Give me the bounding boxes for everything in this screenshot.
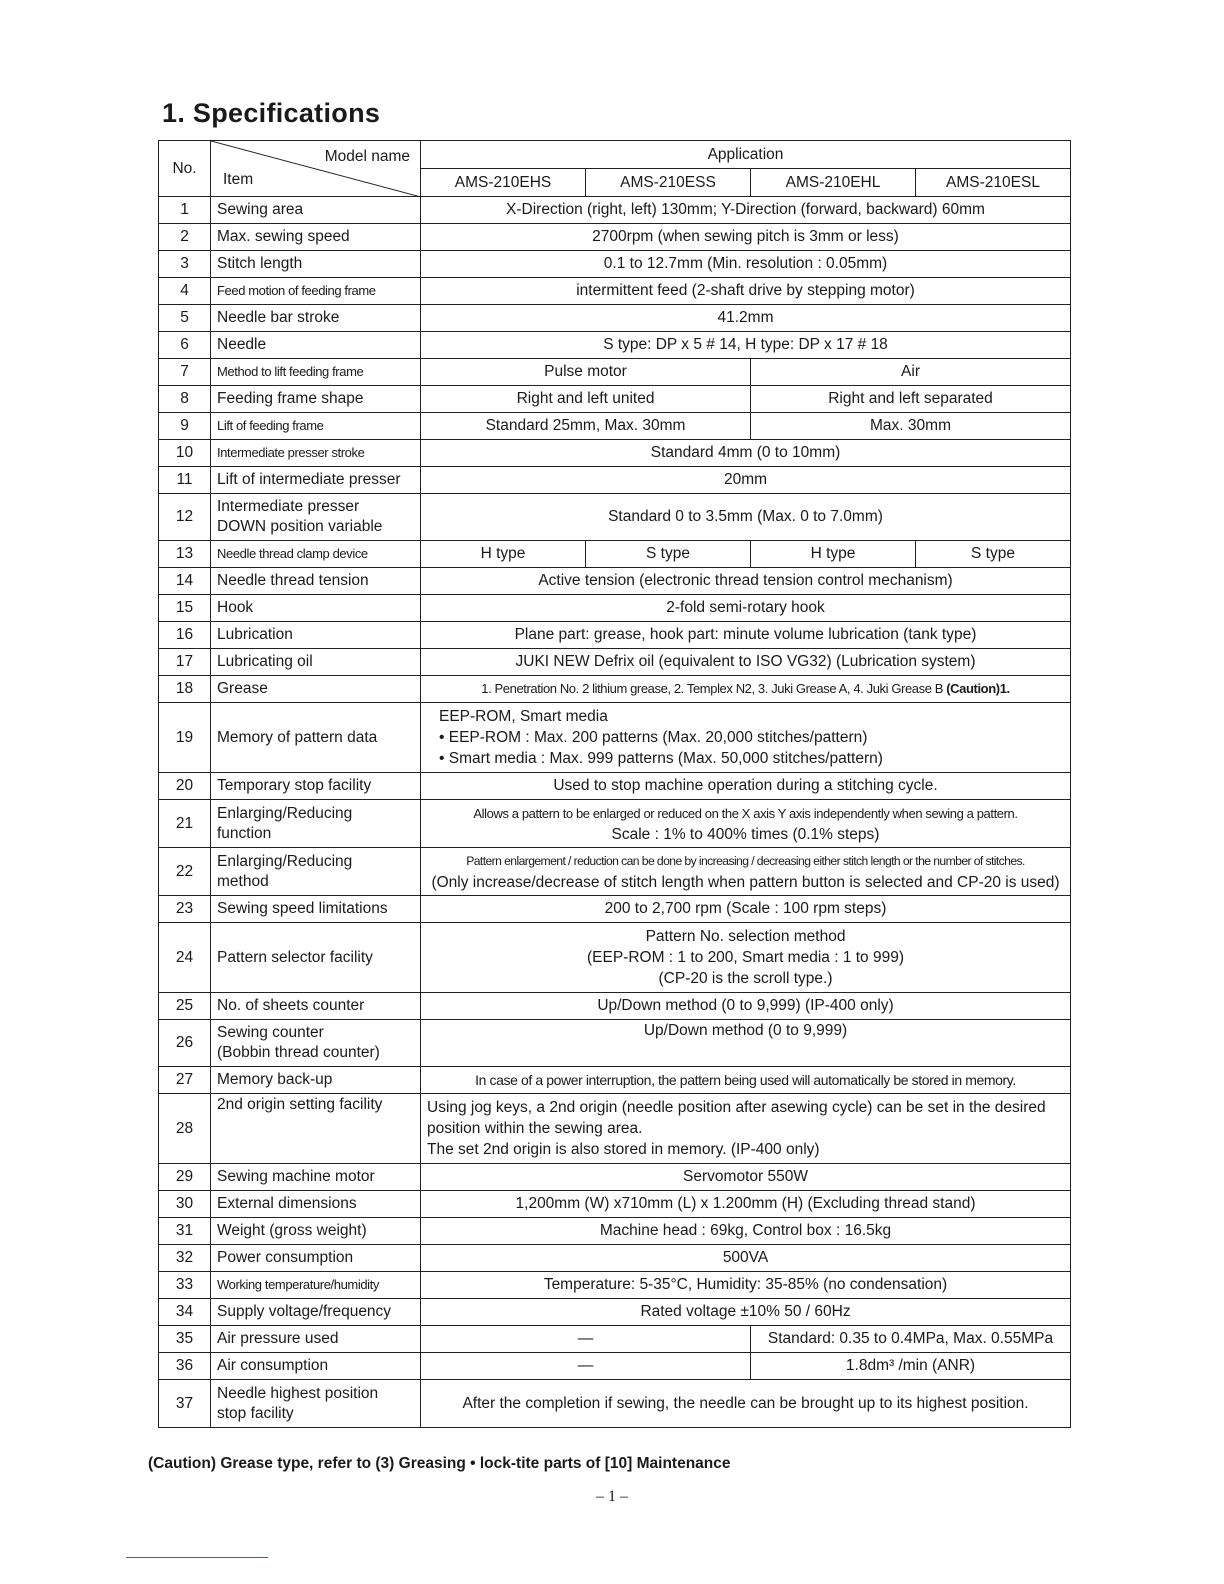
row-value	[421, 703, 1071, 773]
row-item: Temporary stop facility	[211, 773, 421, 800]
row-item: Lubrication	[211, 622, 421, 649]
table-row	[159, 494, 1071, 541]
model-ams-210esl: AMS-210ESL	[916, 169, 1071, 197]
table-row	[159, 848, 1071, 896]
table-row	[159, 1067, 1071, 1094]
row-no: 25	[159, 993, 211, 1020]
row-value-c2: S type	[586, 541, 751, 568]
row-value	[421, 800, 1071, 848]
row-value: JUKI NEW Defrix oil (equivalent to ISO VG32) (Lubrication system)	[421, 649, 1071, 676]
row-value: Active tension (electronic thread tension control mechanism)	[421, 568, 1071, 595]
row-item: Weight (gross weight)	[211, 1218, 421, 1245]
model-ams-210ehl: AMS-210EHL	[751, 169, 916, 197]
row-value: X-Direction (right, left) 130mm; Y-Direction (forward, backward) 60mm	[421, 197, 1071, 224]
row-no: 2	[159, 224, 211, 251]
row-no: 22	[159, 848, 211, 896]
row-item	[211, 800, 421, 848]
row-item-line: Needle highest position	[217, 1384, 379, 1402]
row-value: 500VA	[421, 1245, 1071, 1272]
row-no: 27	[159, 1067, 211, 1094]
row-no: 36	[159, 1353, 211, 1380]
row-value: 2-fold semi-rotary hook	[421, 595, 1071, 622]
row-value: 2700rpm (when sewing pitch is 3mm or less)	[421, 224, 1071, 251]
row-no: 30	[159, 1191, 211, 1218]
row-item	[211, 494, 421, 541]
page-number: – 1 –	[596, 1488, 628, 1505]
row-item: 2nd origin setting facility	[211, 1094, 421, 1164]
row-value: Temperature: 5-35°C, Humidity: 35-85% (no condensation)	[421, 1272, 1071, 1299]
row-item	[211, 1380, 421, 1428]
row-value: Standard 4mm (0 to 10mm)	[421, 440, 1071, 467]
table-row	[159, 993, 1071, 1020]
footer-rule	[126, 1557, 268, 1558]
row-value-right: 1.8dm³ /min (ANR)	[751, 1353, 1071, 1380]
row-value-right: Max. 30mm	[751, 413, 1071, 440]
table-row	[159, 703, 1071, 773]
table-row	[159, 224, 1071, 251]
table-row	[159, 1020, 1071, 1067]
table-row	[159, 1094, 1071, 1164]
row-no: 37	[159, 1380, 211, 1428]
row-value-right: Air	[751, 359, 1071, 386]
row-no: 19	[159, 703, 211, 773]
model-ams-210ess: AMS-210ESS	[586, 169, 751, 197]
row-value: 41.2mm	[421, 305, 1071, 332]
header-row	[159, 141, 1071, 169]
table-row	[159, 622, 1071, 649]
table-row	[159, 467, 1071, 494]
row-value-left: Right and left united	[421, 386, 751, 413]
row-item: Sewing area	[211, 197, 421, 224]
table-row	[159, 1299, 1071, 1326]
table-row	[159, 649, 1071, 676]
value-line: • EEP-ROM : Max. 200 patterns (Max. 20,000 stitches/pattern)	[439, 729, 868, 746]
row-no: 18	[159, 676, 211, 703]
table-row	[159, 1191, 1071, 1218]
row-value-c3: H type	[751, 541, 916, 568]
row-item: Air pressure used	[211, 1326, 421, 1353]
table-row	[159, 1272, 1071, 1299]
row-no: 28	[159, 1094, 211, 1164]
row-value-left: Standard 25mm, Max. 30mm	[421, 413, 751, 440]
table-row	[159, 251, 1071, 278]
row-value-right: Right and left separated	[751, 386, 1071, 413]
table-row	[159, 923, 1071, 993]
row-item: Lift of feeding frame	[211, 413, 421, 440]
value-line: • Smart media : Max. 999 patterns (Max. 50,000 stitches/pattern)	[439, 750, 883, 767]
row-item	[211, 848, 421, 896]
row-item: Pattern selector facility	[211, 923, 421, 993]
row-item-line: (Bobbin thread counter)	[217, 1044, 380, 1061]
table-row	[159, 896, 1071, 923]
row-item: Needle thread tension	[211, 568, 421, 595]
row-item: Feed motion of feeding frame	[211, 278, 421, 305]
caution-note: (Caution) Grease type, refer to (3) Greasing • lock-tite parts of [10] Maintenance	[148, 1455, 731, 1472]
row-no: 33	[159, 1272, 211, 1299]
table-row	[159, 568, 1071, 595]
table-row	[159, 676, 1071, 703]
row-value: Servomotor 550W	[421, 1164, 1071, 1191]
table-row	[159, 595, 1071, 622]
row-item: Hook	[211, 595, 421, 622]
row-item: Method to lift feeding frame	[211, 359, 421, 386]
table-row	[159, 359, 1071, 386]
row-item: Sewing speed limitations	[211, 896, 421, 923]
row-value-right: Standard: 0.35 to 0.4MPa, Max. 0.55MPa	[751, 1326, 1071, 1353]
row-item: Supply voltage/frequency	[211, 1299, 421, 1326]
row-item-line: method	[217, 872, 269, 890]
row-value: Up/Down method (0 to 9,999) (IP-400 only)	[421, 993, 1071, 1020]
row-value: Standard 0 to 3.5mm (Max. 0 to 7.0mm)	[421, 494, 1071, 541]
row-value: After the completion if sewing, the needle can be brought up to its highest position.	[421, 1380, 1071, 1428]
value-line: Scale : 1% to 400% times (0.1% steps)	[611, 825, 880, 843]
row-item: Air consumption	[211, 1353, 421, 1380]
value-line: Pattern enlargement / reduction can be done by increasing / decreasing either stitch length or the number of stitches.	[466, 853, 1025, 868]
row-item-line: Enlarging/Reducing	[217, 804, 353, 822]
row-item: Grease	[211, 676, 421, 703]
table-row	[159, 1245, 1071, 1272]
row-item	[211, 1020, 421, 1067]
row-item: Needle	[211, 332, 421, 359]
table-row	[159, 413, 1071, 440]
row-value: 20mm	[421, 467, 1071, 494]
row-item-line: stop facility	[217, 1404, 294, 1422]
row-value-left: Pulse motor	[421, 359, 751, 386]
header-item: Item	[223, 171, 254, 188]
row-value-left: —	[421, 1353, 751, 1380]
value-line: position within the sewing area.	[427, 1120, 643, 1137]
row-no: 5	[159, 305, 211, 332]
header-no: No.	[159, 141, 211, 197]
row-item-line: Enlarging/Reducing	[217, 852, 353, 870]
row-no: 20	[159, 773, 211, 800]
row-item: Intermediate presser stroke	[211, 440, 421, 467]
value-line: Using jog keys, a 2nd origin (needle position after asewing cycle) can be set in the desired	[427, 1099, 1046, 1116]
row-value	[421, 676, 1071, 703]
row-no: 7	[159, 359, 211, 386]
row-no: 1	[159, 197, 211, 224]
row-no: 14	[159, 568, 211, 595]
row-value: Machine head : 69kg, Control box : 16.5kg	[421, 1218, 1071, 1245]
row-item: Lubricating oil	[211, 649, 421, 676]
value-line: (Only increase/decrease of stitch length when pattern button is selected and CP-20 is used)	[431, 873, 1060, 891]
row-item: Power consumption	[211, 1245, 421, 1272]
row-value: intermittent feed (2-shaft drive by stepping motor)	[421, 278, 1071, 305]
row-no: 4	[159, 278, 211, 305]
value-line: EEP-ROM, Smart media	[439, 708, 608, 725]
header-model-item	[211, 141, 421, 197]
row-value	[421, 848, 1071, 896]
row-item: Needle thread clamp device	[211, 541, 421, 568]
row-item-line: DOWN position variable	[217, 518, 383, 535]
value-line: Allows a pattern to be enlarged or reduced on the X axis Y axis independently when sewing a pattern.	[473, 805, 1018, 821]
value-line: (EEP-ROM : 1 to 200, Smart media : 1 to 999)	[586, 949, 905, 966]
row-no: 32	[159, 1245, 211, 1272]
row-item: Memory back-up	[211, 1067, 421, 1094]
table-row	[159, 1326, 1071, 1353]
row-no: 24	[159, 923, 211, 993]
row-item: Max. sewing speed	[211, 224, 421, 251]
row-no: 8	[159, 386, 211, 413]
table-row	[159, 332, 1071, 359]
table-row	[159, 1218, 1071, 1245]
table-row	[159, 1353, 1071, 1380]
row-value: Up/Down method (0 to 9,999)	[421, 1020, 1071, 1067]
table-row	[159, 278, 1071, 305]
table-row	[159, 1164, 1071, 1191]
row-item: No. of sheets counter	[211, 993, 421, 1020]
row-no: 26	[159, 1020, 211, 1067]
row-value-c1: H type	[421, 541, 586, 568]
row-no: 35	[159, 1326, 211, 1353]
row-value: 1,200mm (W) x710mm (L) x 1.200mm (H) (Excluding thread stand)	[421, 1191, 1071, 1218]
row-item: Lift of intermediate presser	[211, 467, 421, 494]
row-no: 34	[159, 1299, 211, 1326]
row-value: S type: DP x 5 # 14, H type: DP x 17 # 18	[421, 332, 1071, 359]
row-no: 10	[159, 440, 211, 467]
row-item: Stitch length	[211, 251, 421, 278]
row-no: 13	[159, 541, 211, 568]
row-no: 23	[159, 896, 211, 923]
row-value	[421, 923, 1071, 993]
table-row	[159, 197, 1071, 224]
row-item: External dimensions	[211, 1191, 421, 1218]
row-value	[421, 1094, 1071, 1164]
table-row	[159, 440, 1071, 467]
table-row	[159, 386, 1071, 413]
table-row	[159, 541, 1071, 568]
row-no: 6	[159, 332, 211, 359]
caution-ref: (Caution)1.	[946, 681, 1010, 696]
table-row	[159, 800, 1071, 848]
row-no: 31	[159, 1218, 211, 1245]
table-row	[159, 305, 1071, 332]
row-no: 17	[159, 649, 211, 676]
header-model-name: Model name	[324, 148, 410, 165]
row-value-left: —	[421, 1326, 751, 1353]
row-item-line: Intermediate presser	[217, 498, 360, 515]
value-line: The set 2nd origin is also stored in memory. (IP-400 only)	[427, 1141, 820, 1158]
row-no: 21	[159, 800, 211, 848]
row-item: Feeding frame shape	[211, 386, 421, 413]
specifications-table	[158, 140, 1071, 1428]
row-item: Memory of pattern data	[211, 703, 421, 773]
model-ams-210ehs: AMS-210EHS	[421, 169, 586, 197]
row-no: 9	[159, 413, 211, 440]
row-item-line: Sewing counter	[217, 1024, 324, 1041]
row-value-c4: S type	[916, 541, 1071, 568]
row-no: 12	[159, 494, 211, 541]
row-value: 200 to 2,700 rpm (Scale : 100 rpm steps)	[421, 896, 1071, 923]
value-line: (CP-20 is the scroll type.)	[658, 970, 833, 987]
table-row	[159, 1380, 1071, 1428]
value-line: Pattern No. selection method	[645, 928, 846, 945]
row-item: Sewing machine motor	[211, 1164, 421, 1191]
row-no: 3	[159, 251, 211, 278]
page-title: 1. Specifications	[162, 98, 381, 128]
header-application: Application	[421, 141, 1071, 169]
row-item: Needle bar stroke	[211, 305, 421, 332]
row-value: In case of a power interruption, the pattern being used will automatically be stored in memory.	[421, 1067, 1071, 1094]
table-row	[159, 773, 1071, 800]
row-item: Working temperature/humidity	[211, 1272, 421, 1299]
row-value: Used to stop machine operation during a stitching cycle.	[421, 773, 1071, 800]
grease-list: 1. Penetration No. 2 lithium grease, 2. Templex N2, 3. Juki Grease A, 4. Juki Grease B	[481, 681, 947, 696]
row-value: 0.1 to 12.7mm (Min. resolution : 0.05mm)	[421, 251, 1071, 278]
row-value: Plane part: grease, hook part: minute volume lubrication (tank type)	[421, 622, 1071, 649]
row-no: 15	[159, 595, 211, 622]
row-no: 11	[159, 467, 211, 494]
row-value: Rated voltage ±10% 50 / 60Hz	[421, 1299, 1071, 1326]
row-no: 16	[159, 622, 211, 649]
row-no: 29	[159, 1164, 211, 1191]
row-item-line: function	[217, 824, 272, 842]
